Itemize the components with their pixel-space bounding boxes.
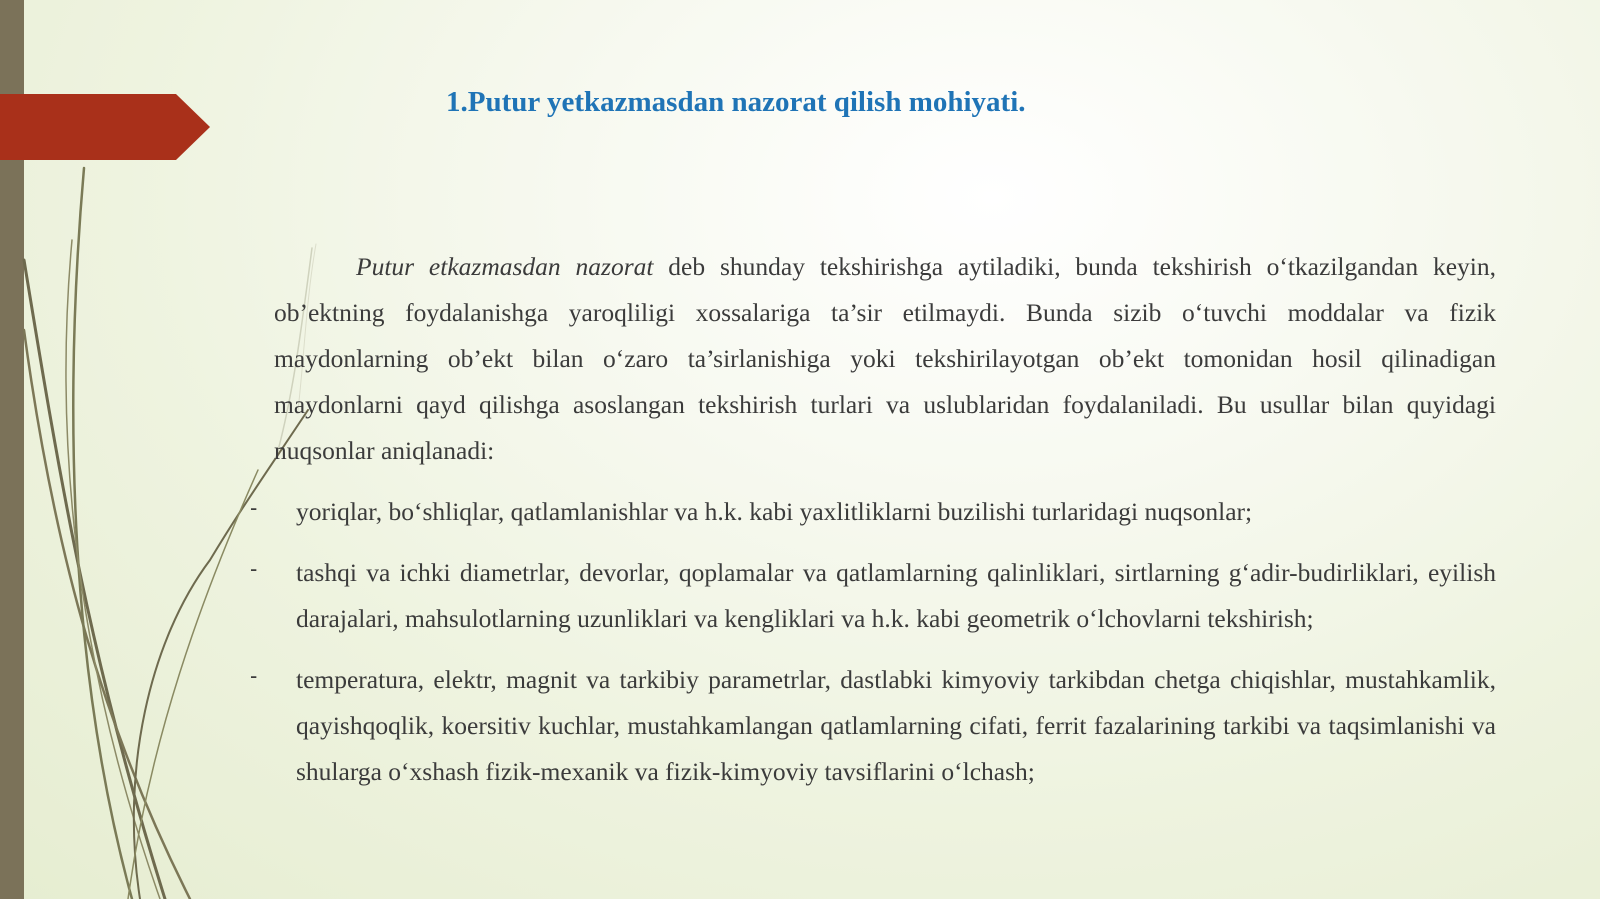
- intro-term: Putur etkazmasdan nazorat: [356, 252, 654, 281]
- list-marker: -: [250, 663, 258, 688]
- list-item: [250, 657, 1496, 795]
- accent-arrow-tab: [0, 94, 210, 160]
- intro-paragraph: [274, 244, 1496, 474]
- defect-list: [250, 489, 1496, 795]
- list-item-text: tashqi va ichki diametrlar, devorlar, qoplamalar va qatlamlarning qalinliklari, sirtlarning g‘adir-budirliklari, eyilish darajalari, mahsulotlarning uzunliklari va kengliklari va h.k. kabi geometrik o‘lchovlarni tekshirish;: [296, 558, 1496, 633]
- list-marker: -: [250, 556, 258, 581]
- slide-title: 1.Putur yetkazmasdan nazorat qilish mohiyati.: [446, 86, 1026, 118]
- intro-text: deb shunday tekshirishga aytiladiki, bunda tekshirish o‘tkazilgandan keyin, ob’ektning foydalanishga yaroqliligi xossalariga ta’sir etilmaydi. Bunda sizib o‘tuvchi moddalar va fizik maydonlarning ob’ekt bilan o‘zaro ta’sirlanishiga yoki tekshirilayotgan ob’ekt tomonidan hosil qilinadigan maydonlarni qayd qilishga asoslangan tekshirish turlari va uslublaridan foydalaniladi. Bu usullar bilan quyidagi nuqsonlar aniqlanadi:: [274, 252, 1497, 465]
- list-item: [250, 489, 1496, 535]
- list-item-text: yoriqlar, bo‘shliqlar, qatlamlanishlar va h.k. kabi yaxlitliklarni buzilishi turlaridagi nuqsonlar;: [296, 497, 1253, 526]
- slide-content: [250, 244, 1497, 810]
- list-item-text: temperatura, elektr, magnit va tarkibiy parametrlar, dastlabki kimyoviy tarkibdan chetga chiqishlar, mustahkamlik, qayishqoqlik, koersitiv kuchlar, mustahkamlangan qatlamlarning cifati, ferrit fazalarining tarkibi va taqsimlanishi va shularga o‘xshash fizik-mexanik va fizik-kimyoviy tavsiflarini o‘lchash;: [296, 665, 1496, 786]
- list-marker: -: [250, 495, 258, 520]
- list-item: [250, 550, 1496, 642]
